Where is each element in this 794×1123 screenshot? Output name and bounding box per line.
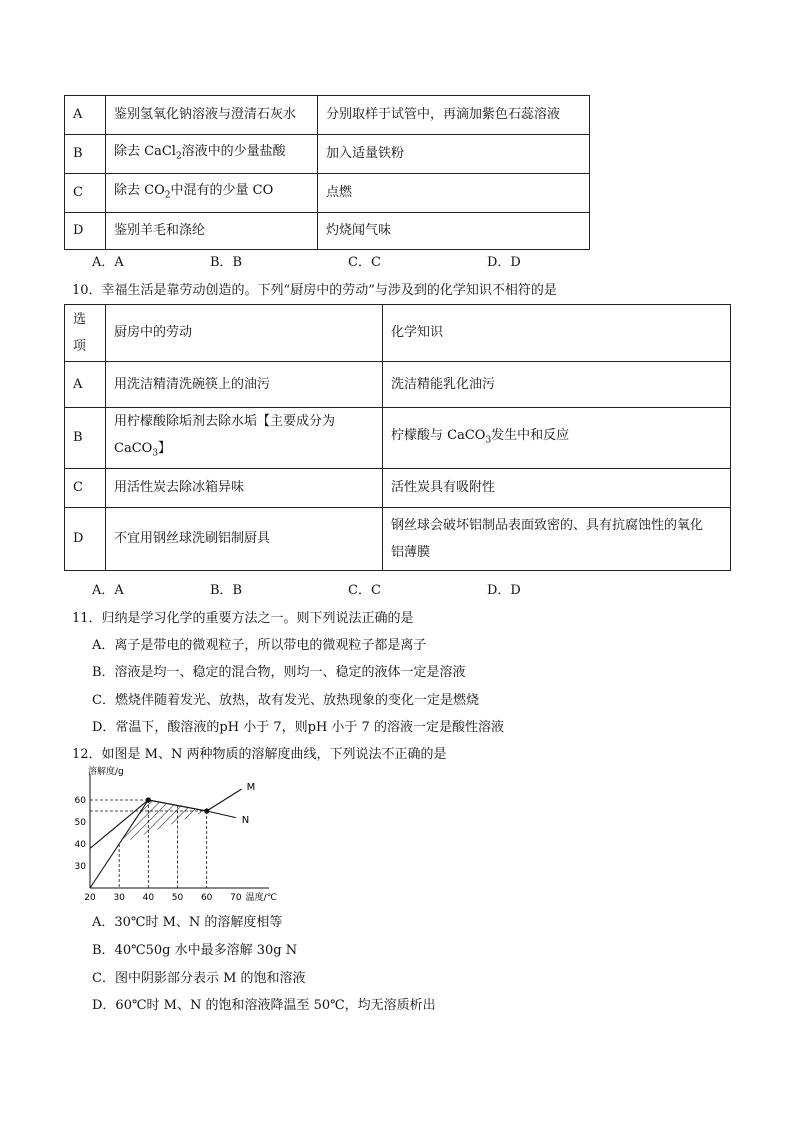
solubility-chart (70, 764, 280, 904)
option-label: B (65, 135, 106, 174)
q9-table (64, 95, 590, 250)
table-row (65, 408, 731, 469)
option-a: A．A (92, 583, 124, 598)
x-tick-label: 30 (113, 893, 125, 903)
q10-options (0, 579, 794, 598)
knowledge-text: 洗洁精能乳化油污 (383, 362, 731, 408)
option-a: A．A (92, 255, 124, 270)
series-N-label: N (241, 814, 250, 826)
shaded-region (119, 800, 207, 844)
experiment-content: 除去 CaCl$_2$溶液中的少量盐酸 (106, 135, 318, 174)
labor-text: 用活性炭去除冰箱异味 (106, 468, 383, 507)
x-tick-label: 40 (142, 893, 155, 903)
q11-choice-d: D．常温下，酸溶液的pH 小于 7，则pH 小于 7 的溶液一定是酸性溶液 (92, 720, 504, 735)
option-b: B．B (210, 583, 243, 598)
y-tick-label: 50 (74, 818, 86, 828)
option-label: D (65, 507, 106, 570)
knowledge-text: 钢丝球会破坏铝制品表面致密的、具有抗腐蚀性的氧化 铝薄膜 (383, 507, 731, 570)
table-row (65, 507, 731, 570)
intersection-point (146, 797, 151, 802)
q11-choice-a: A．离子是带电的微观粒子，所以带电的微观粒子都是离子 (92, 638, 427, 653)
experiment-method: 分别取样于试管中，再滴加紫色石蕊溶液 (318, 96, 590, 135)
q12-choice-c: C．图中阴影部分表示 M 的饱和溶液 (92, 971, 306, 986)
experiment-content: 除去 $CO_2$中混有的少量 CO (106, 174, 318, 213)
q11-stem: 11．归纳是学习化学的重要方法之一。则下列说法正确的是 (72, 611, 414, 626)
x-tick-label: 60 (200, 893, 213, 903)
experiment-method: 点燃 (318, 174, 590, 213)
intersection-point (204, 808, 209, 813)
option-label: A (65, 362, 106, 408)
q10-table (64, 304, 731, 571)
table-row (65, 362, 731, 408)
table-row (65, 468, 731, 507)
series-M-label: M (246, 781, 256, 793)
x-axis-label: 温度/℃ (245, 893, 277, 903)
experiment-method: 灼烧闻气味 (318, 213, 590, 250)
experiment-content: 鉴别羊毛和涤纶 (106, 213, 318, 250)
knowledge-text: 柠檬酸与 CaCO$_3$发生中和反应 (383, 408, 731, 469)
y-tick-label: 40 (74, 840, 86, 850)
q11-choice-b: B．溶液是均一、稳定的混合物，则均一、稳定的液体一定是溶液 (92, 665, 466, 680)
q9-options (0, 251, 794, 270)
header-knowledge: 化学知识 (383, 305, 731, 362)
option-d: D．D (487, 255, 521, 270)
experiment-content: 鉴别氢氧化钠溶液与澄清石灰水 (106, 96, 318, 135)
q11-choice-c: C．燃烧伴随着发光、放热，故有发光、放热现象的变化一定是燃烧 (92, 693, 479, 708)
option-label: B (65, 408, 106, 469)
header-labor: 厨房中的劳动 (106, 305, 383, 362)
y-tick-label: 60 (74, 796, 86, 806)
option-d: D．D (487, 583, 521, 598)
header-option: 选 项 (65, 305, 106, 362)
option-b: B．B (210, 255, 243, 270)
option-label: C (65, 468, 106, 507)
q12-choice-d: D．60℃时 M、N 的饱和溶液降温至 50℃，均无溶质析出 (92, 998, 436, 1013)
knowledge-text: 活性炭具有吸附性 (383, 468, 731, 507)
x-tick-label: 50 (171, 893, 184, 903)
table-row (65, 213, 590, 250)
y-tick-label: 30 (74, 862, 86, 872)
labor-text: 不宜用钢丝球洗刷铝制厨具 (106, 507, 383, 570)
labor-text: 用柠檬酸除垢剂去除水垢【主要成分为 CaCO$_3$】 (106, 408, 383, 469)
option-c: C．C (348, 583, 381, 598)
x-tick-label: 70 (230, 893, 242, 903)
option-label: D (65, 213, 106, 250)
table-row (65, 135, 590, 174)
labor-text: 用洗洁精清洗碗筷上的油污 (106, 362, 383, 408)
option-label: A (65, 96, 106, 135)
q12-choice-a: A．30℃时 M、N 的溶解度相等 (92, 915, 283, 930)
y-axis-label: 溶解度/g (88, 767, 124, 777)
q10-stem: 10．幸福生活是靠劳动创造的。下列“厨房中的劳动”与涉及到的化学知识不相符的是 (72, 283, 557, 298)
table-row (65, 96, 590, 135)
experiment-method: 加入适量铁粉 (318, 135, 590, 174)
option-label: C (65, 174, 106, 213)
q12-choice-b: B．40℃50g 水中最多溶解 30g N (92, 943, 298, 958)
table-row (65, 174, 590, 213)
table-header (65, 305, 731, 362)
q12-stem: 12．如图是 M、N 两种物质的溶解度曲线，下列说法不正确的是 (72, 747, 447, 762)
x-tick-label: 20 (84, 893, 96, 903)
option-c: C．C (348, 255, 381, 270)
